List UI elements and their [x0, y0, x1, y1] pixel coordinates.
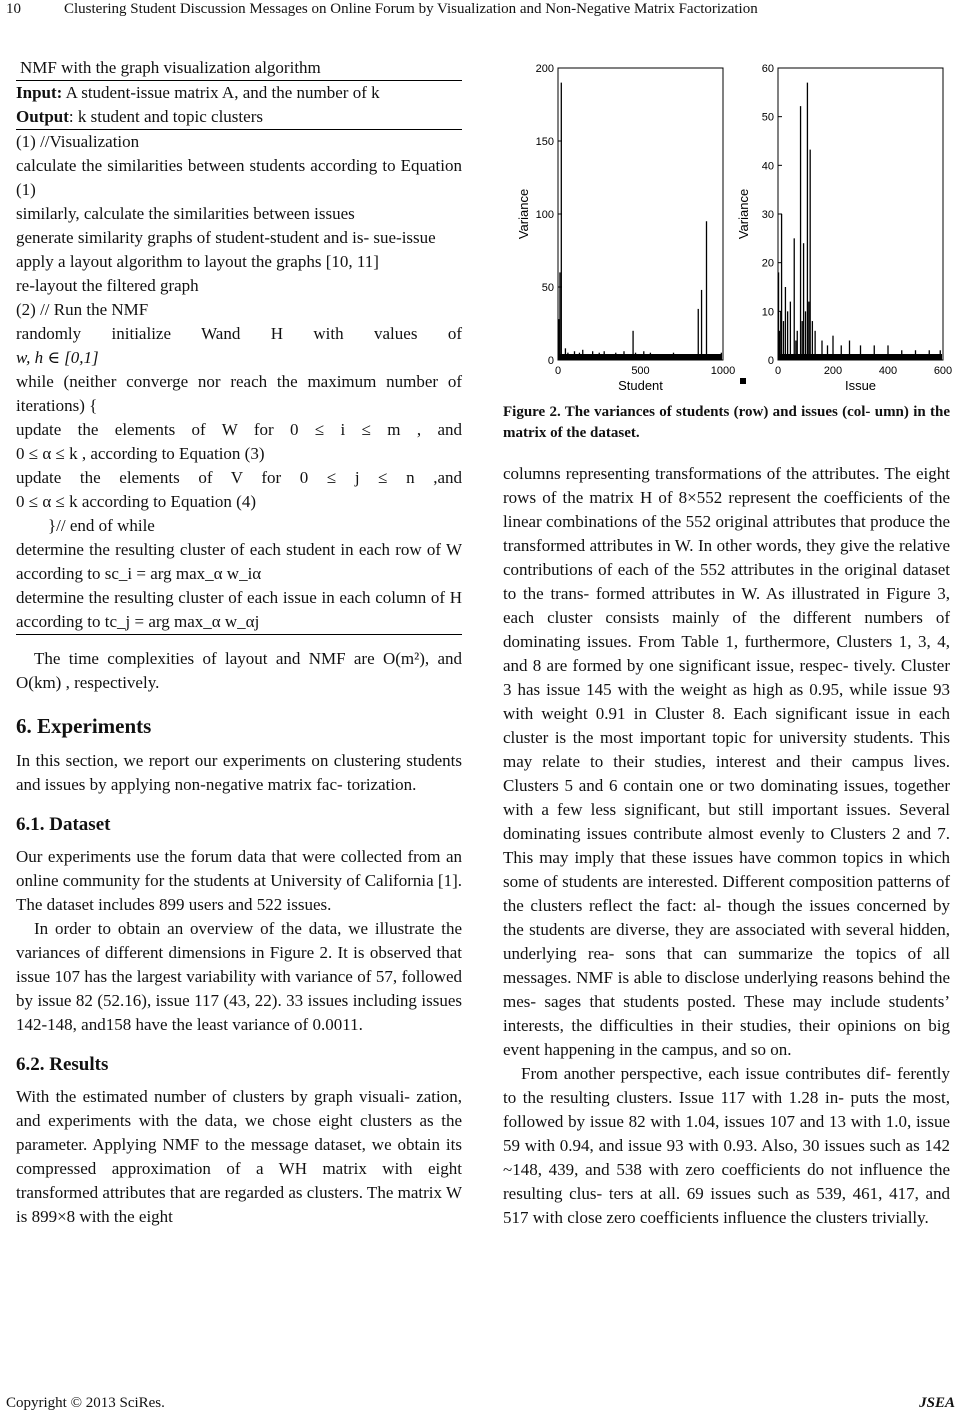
input-label: Input:: [16, 83, 63, 102]
alg-line: (2) // Run the NMF: [16, 300, 149, 319]
output-text: : k student and topic clusters: [68, 107, 263, 126]
baseline-noise: [779, 354, 942, 360]
x-tick-label: 400: [878, 365, 898, 377]
section-6-paragraph: In this section, we report our experiments on clustering students and issues by applying non-negative matrix fac- torization.: [16, 751, 462, 794]
copyright: Copyright © 2013 SciRes.: [6, 1395, 165, 1411]
y-tick-label: 10: [761, 306, 774, 319]
y-tick-label: 60: [761, 63, 774, 75]
x-tick-label: 0: [774, 365, 782, 377]
journal-name: JSEA: [919, 1395, 955, 1411]
x-tick-label: 0: [554, 365, 562, 377]
alg-line: 0 ≤ α ≤ k , according to Equation (3): [16, 444, 265, 463]
y-tick-label: 20: [761, 257, 774, 270]
right-paragraph-1: columns representing transformations of the attributes. The eight rows of the matrix H of 8×552 represent the coefficients of the linear combinations of the 552 original attributes that produce the transformed attributes in W. In other words, they give the relative contributions of each of the 552 attributes in the original dataset to the trans- formed attributes in W. As illustrated in Figure 3, each cluster consists mainly of the different numbers of dominating issues. From Table 1, furthermore, Clusters 1, 3, 4, and 8 are formed by one significant issue, respec- tively. Cluster 3 has issue 145 with the weight as high as 0.95, while issue 93 with weight 0.91 in Cluster 8. Each significant issue in each cluster is the most important topic for university students. This may relate to their studies, interest and their campus lives. Clusters 5 and 6 contain one or two dominating issues, together with a few less significant, but still important issues. Several dominating issues contribute almost evenly to Clusters 2 and 7. This may imply that these issues have common topics in which some of students are interested. Different composition patterns of the clusters reflect the fact: al- though the issues concerned by the students are diverse, they are associated with several hidden, underlying rea- sons that can summarize the topics of all messages. NMF is able to disclose underlying reasons behind the mes- sages that students posted. These may include students’ interests, the difficulties in their studies, their opinions on big event happening in the campus, and so on.: [503, 464, 950, 1059]
algorithm-title: NMF with the graph visualization algorithm: [16, 56, 462, 81]
algorithm-input: [16, 81, 462, 106]
y-axis-label: Variance: [516, 188, 531, 240]
page-number: 10: [6, 1, 21, 17]
right-paragraph-2: From another perspective, each issue contributes dif- ferently to the resulting clusters. Issue 117 with 1.28 in- puts the most, followed by issue 82 with 1.04, issues 107 and 13 with 1.0, issue 59 with 0.94, and issue 93 with 0.93. Also, 30 issues such as 142 ~148, 439, and 538 with zero coefficients do not influence the resulting clus- ters at all. 69 issues such as 539, 461, 417, and 517 with close zero coefficients influence the clusters trivially.: [503, 1064, 950, 1227]
figure-2: [503, 46, 953, 396]
algorithm-body: [16, 130, 462, 635]
y-tick-label: 0: [547, 355, 554, 367]
algorithm-output: [16, 105, 462, 130]
figure-2-caption: Figure 2. The variances of students (row) and issues (col- umn) in the matrix of the dataset.: [503, 404, 950, 441]
right-column: [503, 46, 953, 1230]
alg-line: while (neither converge nor reach the maximum number of iterations) {: [16, 372, 462, 415]
complexity-paragraph: The time complexities of layout and NMF are O(m²), and O(km) , respectively.: [16, 649, 462, 692]
dataset-paragraph-1: Our experiments use the forum data that were collected from an online community for the students at University of California [1]. The dataset includes 899 users and 522 issues.: [16, 847, 462, 914]
plot-frame: [778, 68, 943, 360]
alg-line: determine the resulting cluster of each student in each row of W according to sc_i = arg max_α w_iα: [16, 540, 462, 583]
algorithm-box: [16, 56, 462, 635]
x-tick-label: 500: [631, 365, 650, 377]
alg-line: 0 ≤ α ≤ k according to Equation (4): [16, 492, 257, 511]
y-tick-label: 200: [535, 63, 554, 75]
input-text: A student-issue matrix A, and the number of k: [62, 83, 380, 102]
section-6-2-heading: 6.2. Results: [16, 1054, 109, 1075]
alg-line: apply a layout algorithm to layout the graphs [10, 11]: [16, 252, 379, 271]
output-label: Output: [16, 107, 69, 126]
alg-line: w, h ∈ [0,1]: [16, 348, 99, 367]
variance-charts: [503, 46, 953, 396]
running-title: Clustering Student Discussion Messages on Online Forum by Visualization and Non-Negative Matrix Factorization: [64, 1, 758, 17]
y-tick-label: 150: [535, 136, 554, 148]
marker-square: [740, 378, 746, 384]
page-header: [0, 0, 967, 22]
y-tick-label: 0: [767, 355, 774, 367]
alg-line: similarly, calculate the similarities between issues: [16, 204, 355, 223]
y-tick-label: 30: [761, 209, 774, 221]
x-axis-label: Student: [618, 378, 663, 393]
alg-line: re-layout the filtered graph: [16, 276, 199, 295]
alg-line: calculate the similarities between students according to Equation (1): [16, 156, 462, 199]
y-tick-label: 100: [535, 209, 554, 221]
y-axis-label: Variance: [736, 188, 751, 240]
alg-line: determine the resulting cluster of each issue in each column of H according to tc_j = arg max_α w_αj: [16, 588, 462, 631]
dataset-paragraph-2: In order to obtain an overview of the data, we illustrate the variances of different dimensions in Figure 2. It is observed that issue 107 has the largest variability with variance of 57, followed by issue 82 (52.16), issue 117 (43, 22). 33 issues including issues 142-148, and158 have the least variance of 0.0011.: [16, 919, 462, 1034]
section-6-heading: 6. Experiments: [16, 714, 152, 738]
alg-line: generate similarity graphs of student-student and is- sue-issue: [16, 228, 436, 247]
x-tick-label: 1000: [710, 365, 736, 377]
x-tick-label: 600: [933, 365, 953, 377]
alg-line: (1) //Visualization: [16, 132, 140, 151]
alg-line: update the elements of W for 0 ≤ i ≤ m , and: [16, 420, 462, 439]
y-tick-label: 50: [541, 282, 554, 294]
left-column: [16, 56, 462, 1229]
alg-line: randomly initialize Wand H with values of: [16, 324, 462, 343]
y-tick-label: 40: [761, 160, 774, 173]
alg-line: }// end of while: [48, 516, 155, 535]
x-tick-label: 200: [823, 365, 843, 377]
x-axis-label: Issue: [844, 378, 877, 393]
alg-line: update the elements of V for 0 ≤ j ≤ n ,and: [16, 468, 462, 487]
section-6-1-heading: 6.1. Dataset: [16, 814, 111, 835]
results-paragraph-1: With the estimated number of clusters by graph visuali- zation, and experiments with the data, we chose eight clusters as the parameter. Applying NMF to the message dataset, we obtain its compressed approximation of a WH matrix with eight transformed attributes that are regarded as clusters. The matrix W is 899×8 with the eight: [16, 1087, 462, 1226]
y-tick-label: 50: [761, 111, 774, 124]
